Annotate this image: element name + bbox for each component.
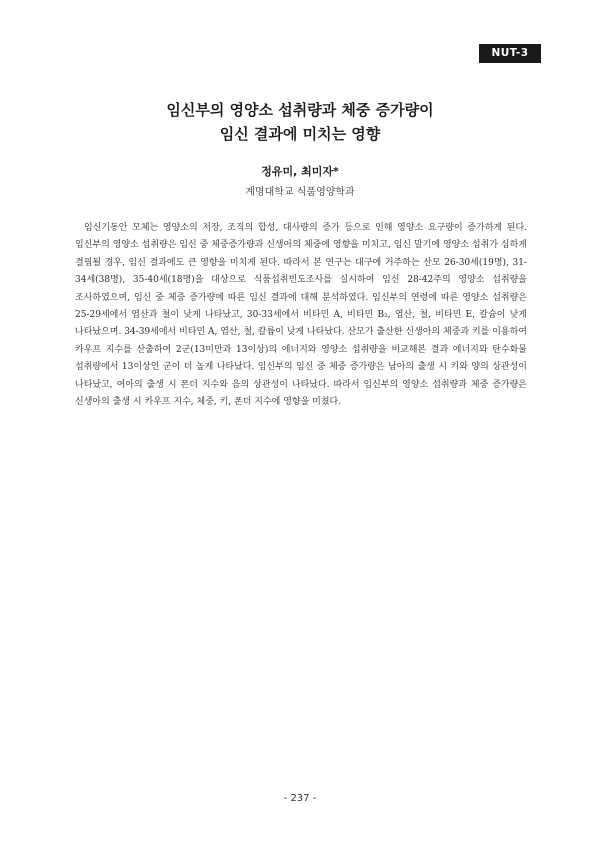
title-line-1: 임신부의 영양소 섭취량과 체중 증가량이: [166, 101, 434, 119]
affiliation: 계명대학교 식품영양학과: [245, 187, 355, 198]
session-badge: NUT-3: [479, 44, 541, 63]
abstract-text: 임신기동안 모체는 영양소의 저장, 조직의 합성, 대사량의 증가 등으로 인해 영양소 요구량이 증가하게 된다. 임신부의 영양소 섭취량은 임신 중 체중증가량과 신생아의 체중에 영향을 미치고, 임신 말기에 영양소 섭취가 심하게 결핍될 경우, 임신 결과에도 큰 영향을 미치게 된다. 따라서 본 연구는 대구에 거주하는 산모 26-30세(19명), 31-34세(38명), 35-40세(18명)을 대상으로 식품섭취빈도조사를 실시하여 임신 28-42주의 영양소 섭취량을 조사하였으며, 임신 중 체중 증가량에 따른 임신 결과에 대해 분석하였다. 임신부의 연령에 따른 영양소 섭취량은 25-29세에서 엽산과 철이 낮게 나타났고, 30-33세에서 비타민 A, 비타민 B₂, 엽산, 철, 비타민 E, 칼슘이 낮게 나타났으며. 34-39세에서 비타민 A, 엽산, 철, 칼륨이 낮게 나타났다. 산모가 출산한 신생아의 체중과 키를 이용하여 카우프 지수를 산출하여 2군(13미만과 13이상)의 에너지와 영양소 섭취량을 비교해본 결과 에너지와 탄수화물 섭취량에서 13이상인 군이 더 높게 나타났다. 임신부의 임신 중 체중 증가량은 남아의 출생 시 키와 양의 상관성이 나타났고, 여아의 출생 시 폰더 지수와 음의 상관성이 나타났다. 따라서 임신부의 영양소 섭취량과 체중 증가량은 신생아의 출생 시 카우프 지수, 체중, 키, 폰더 지수에 영향을 미쳤다.: [75, 223, 527, 408]
abstract: [75, 220, 527, 411]
page-number: - 237 -: [283, 793, 317, 804]
authors: 정유미, 최미자*: [261, 165, 339, 178]
title-line-2: 임신 결과에 미치는 영향: [219, 125, 381, 143]
